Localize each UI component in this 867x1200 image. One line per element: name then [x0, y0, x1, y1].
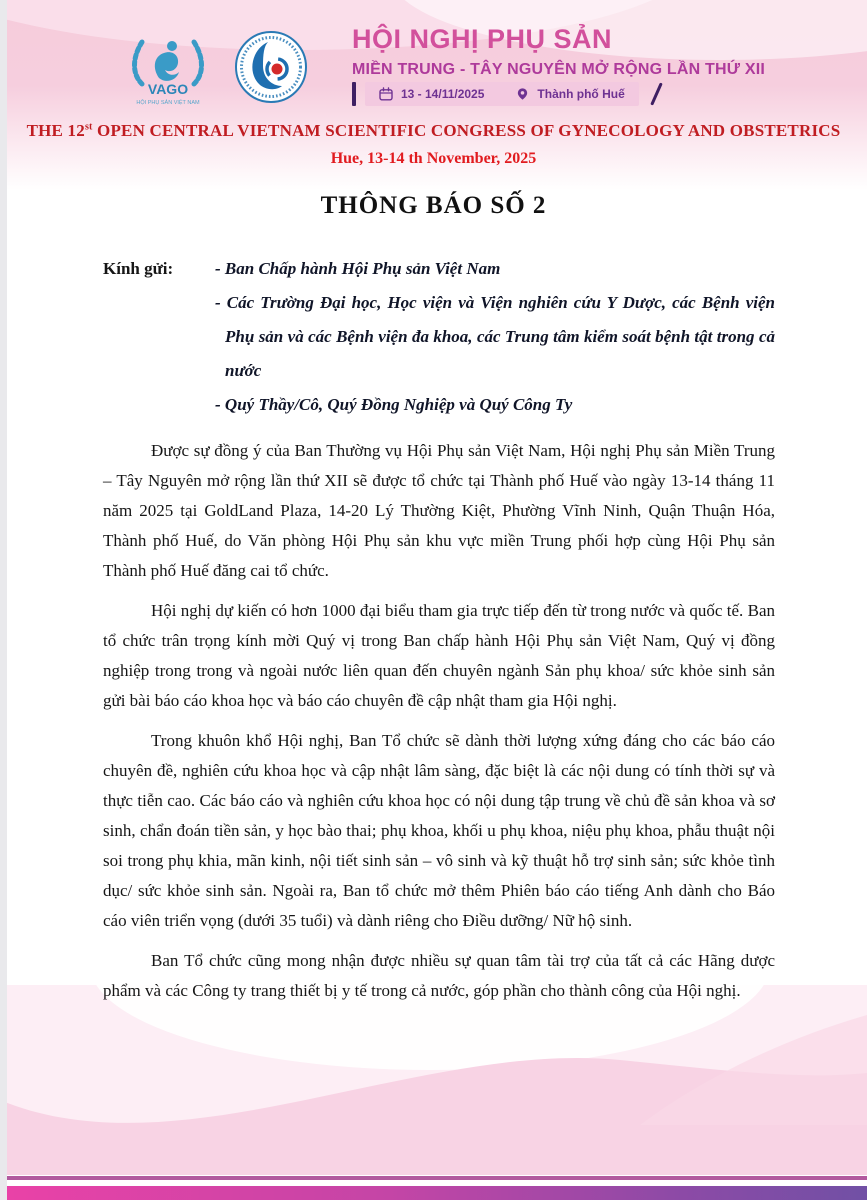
body-paragraph: Ban Tổ chức cũng mong nhận được nhiều sự quan tâm tài trợ của tất cả các Hãng dược phẩm và các Công ty trang thiết bị y tế trong cả nước, góp phần cho thành công của Hội nghị. — [103, 951, 775, 1000]
hue-association-logo — [234, 30, 308, 104]
recipients-label: Kính gửi: — [103, 259, 174, 278]
calendar-icon — [379, 87, 393, 101]
recipient-item: - Các Trường Đại học, Học viện và Viện nghiên cứu Y Dược, các Bệnh viện Phụ sản và các Bệnh viện đa khoa, các Trung tâm kiểm soát bệnh tật trong cả nước — [215, 293, 775, 380]
footer-gradient-bar — [0, 1186, 867, 1200]
english-congress-date: Hue, 13-14 th November, 2025 — [330, 150, 537, 167]
recipient-item: - Ban Chấp hành Hội Phụ sản Việt Nam — [215, 259, 501, 278]
document-body — [103, 252, 775, 1006]
body-paragraph: Được sự đồng ý của Ban Thường vụ Hội Phụ sản Việt Nam, Hội nghị Phụ sản Miền Trung – Tây Nguyên mở rộng lần thứ XII sẽ được tổ chức tại Thành phố Huế vào ngày 13-14 tháng 11 năm 2025 tại GoldLand Plaza, 14-20 Lý Thường Kiệt, Phường Vĩnh Ninh, Quận Thuận Hóa, Thành phố Huế, do Văn phòng Hội Phụ sản khu vực miền Trung phối hợp cùng Hội Phụ sản Thành phố Huế đăng cai tổ chức. — [103, 441, 775, 580]
conference-title-vi: HỘI NGHỊ PHỤ SẢN — [352, 24, 613, 54]
recipient-item: - Quý Thầy/Cô, Quý Đồng Nghiệp và Quý Công Ty — [215, 395, 573, 414]
footer-thin-stripe — [0, 1175, 867, 1181]
location-pin-icon — [516, 87, 529, 101]
badge-left-bar — [352, 82, 356, 106]
body-paragraph: Trong khuôn khổ Hội nghị, Ban Tổ chức sẽ dành thời lượng xứng đáng cho các báo cáo chuyên đề, nghiên cứu khoa học và cập nhật lâm sàng, đặc biệt là các nội dung có tính thời sự và thực tiễn cao. Các báo cáo và nghiên cứu khoa học có nội dung tập trung về chủ đề sản khoa và sơ sinh, chẩn đoán tiền sản, y học bào thai; phụ khoa, khối u phụ khoa, niệu phụ khoa, phẫu thuật nội soi trong phụ khia, mãn kinh, nội tiết sinh sản – vô sinh và kỹ thuật hỗ trợ sinh sản; sức khỏe tình dục/ sức khỏe sinh sản. Ngoài ra, Ban tổ chức mở thêm Phiên báo cáo tiếng Anh dành cho Báo cáo viên triển vọng (dưới 35 tuổi) và dành riêng cho Điều dưỡng/ Nữ hộ sinh. — [103, 731, 775, 930]
english-congress-title: THE 12st OPEN CENTRAL VIETNAM SCIENTIFIC CONGRESS OF GYNECOLOGY AND OBSTETRICS — [26, 121, 841, 140]
badge-date: 13 - 14/11/2025 — [401, 87, 485, 101]
body-paragraph: Hội nghị dự kiến có hơn 1000 đại biểu tham gia trực tiếp đến từ trong nước và quốc tế. Ban tổ chức trân trọng kính mời Quý vị trong Ban chấp hành Hội Phụ sản Việt Nam, Quý vị đồng nghiệp trong trong và ngoài nước liên quan đến chuyên ngành Sản phụ khoa/ sức khỏe sinh sản gửi bài báo cáo khoa học và báo cáo chuyên đề cập nhật tham gia Hội nghị. — [103, 601, 775, 710]
date-location-badge — [352, 82, 658, 106]
header-banner — [0, 0, 867, 190]
conference-subtitle-vi: MIỀN TRUNG - TÂY NGUYÊN MỞ RỘNG LẦN THỨ XII — [352, 61, 766, 78]
notice-number-title: THÔNG BÁO SỐ 2 — [320, 192, 547, 219]
badge-location: Thành phố Huế — [537, 87, 625, 101]
svg-text:VAGO: VAGO — [147, 81, 189, 97]
footer-wave-decoration — [0, 985, 867, 1175]
scan-edge — [0, 0, 7, 1200]
recipients-block — [103, 252, 775, 422]
svg-text:HỘI PHỤ SẢN VIỆT NAM: HỘI PHỤ SẢN VIỆT NAM — [136, 100, 200, 106]
vago-logo — [128, 24, 208, 110]
